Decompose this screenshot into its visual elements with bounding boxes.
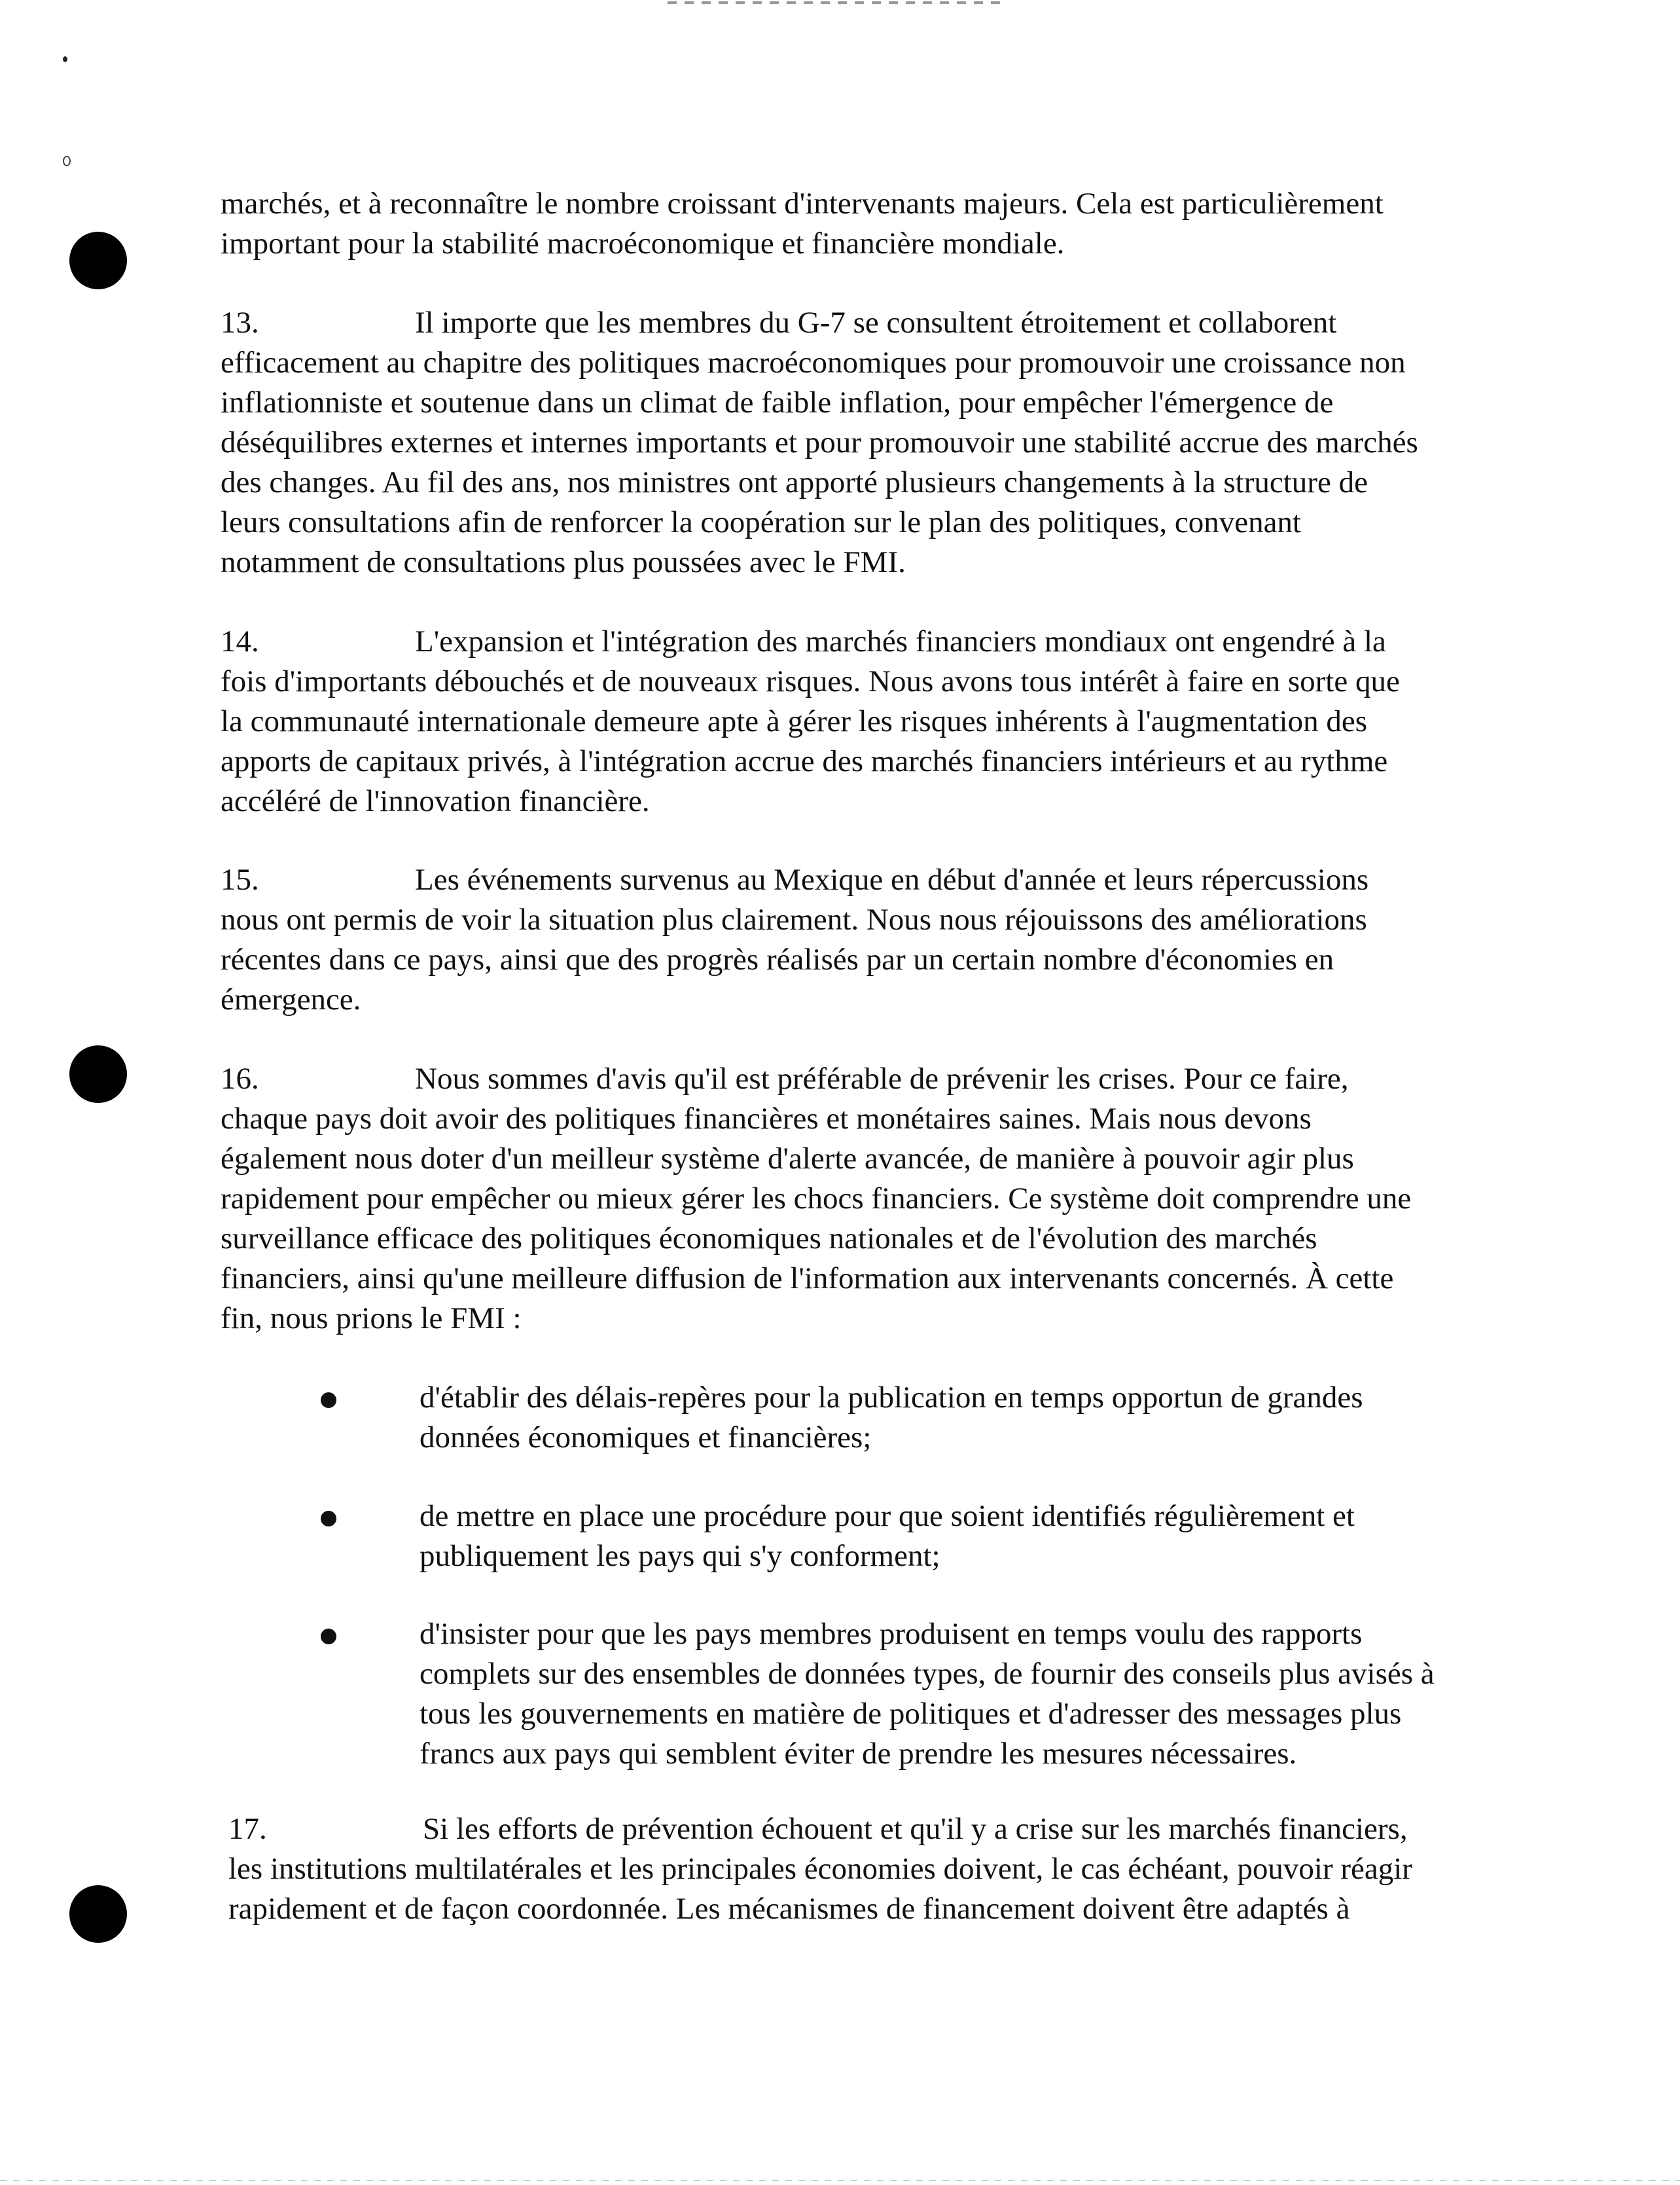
text-line: récentes dans ce pays, ainsi que des progrès réalisés par un certain nombre d'économies en: [221, 943, 1334, 977]
text-line: surveillance efficace des politiques économiques nationales et de l'évolution des marchés: [221, 1221, 1317, 1255]
text-line: chaque pays doit avoir des politiques financières et monétaires saines. Mais nous devons: [221, 1102, 1312, 1136]
text-line: rapidement et de façon coordonnée. Les mécanismes de financement doivent être adaptés à: [228, 1892, 1350, 1926]
paragraph-number: 13.: [221, 306, 259, 340]
text-line: efficacement au chapitre des politiques macroéconomiques pour promouvoir une croissance non: [221, 346, 1406, 380]
punch-hole: [69, 1885, 127, 1943]
text-line: Nous sommes d'avis qu'il est préférable de prévenir les crises. Pour ce faire,: [415, 1062, 1349, 1096]
text-line: financiers, ainsi qu'une meilleure diffusion de l'information aux intervenants concernés. À cette: [221, 1261, 1394, 1295]
paragraph-number: 16.: [221, 1062, 259, 1096]
scan-speck: [63, 56, 67, 62]
text-line: fois d'importants débouchés et de nouveaux risques. Nous avons tous intérêt à faire en sorte que: [221, 664, 1400, 698]
paragraph-number: 17.: [228, 1812, 267, 1846]
intro-paragraph: [221, 184, 1516, 264]
text-line: rapidement pour empêcher ou mieux gérer les chocs financiers. Ce système doit comprendre une: [221, 1182, 1412, 1216]
text-line: également nous doter d'un meilleur système d'alerte avancée, de manière à pouvoir agir plus: [221, 1142, 1354, 1176]
scan-artifact: [668, 1, 1008, 4]
text-line: Les événements survenus au Mexique en début d'année et leurs répercussions: [415, 863, 1369, 897]
text-line: accéléré de l'innovation financière.: [221, 784, 650, 818]
text-line: complets sur des ensembles de données types, de fournir des conseils plus avisés à: [420, 1657, 1435, 1691]
text-line: des changes. Au fil des ans, nos ministres ont apporté plusieurs changements à la structure de: [221, 465, 1368, 499]
punch-hole: [69, 1045, 127, 1103]
text-line: Il importe que les membres du G-7 se consultent étroitement et collaborent: [415, 306, 1337, 340]
scan-speck: [63, 156, 71, 166]
text-line: important pour la stabilité macroéconomique et financière mondiale.: [221, 226, 1065, 261]
paragraph-number: 15.: [221, 863, 259, 897]
text-line: publiquement les pays qui s'y conforment;: [420, 1539, 940, 1573]
text-line: notamment de consultations plus poussées avec le FMI.: [221, 545, 906, 579]
punch-hole: [69, 232, 127, 289]
text-line: marchés, et à reconnaître le nombre croissant d'intervenants majeurs. Cela est particulièrement: [221, 187, 1384, 221]
text-line: tous les gouvernements en matière de politiques et d'adresser des messages plus: [420, 1697, 1402, 1731]
paragraph-number: 14.: [221, 624, 259, 659]
text-line: données économiques et financières;: [420, 1420, 872, 1454]
text-line: francs aux pays qui semblent éviter de prendre les mesures nécessaires.: [420, 1737, 1297, 1771]
text-line: fin, nous prions le FMI :: [221, 1301, 522, 1335]
text-line: la communauté internationale demeure apte à gérer les risques inhérents à l'augmentation des: [221, 704, 1368, 738]
paragraph-15: [221, 860, 1516, 1020]
text-line: d'établir des délais-repères pour la publication en temps opportun de grandes: [420, 1381, 1363, 1415]
text-line: les institutions multilatérales et les principales économies doivent, le cas échéant, pouvoir réagir: [228, 1852, 1412, 1886]
bullet-icon: [321, 1629, 336, 1644]
paragraph-16: [221, 1059, 1516, 1339]
text-line: leurs consultations afin de renforcer la coopération sur le plan des politiques, convenant: [221, 505, 1301, 539]
text-line: émergence.: [221, 983, 361, 1017]
paragraph-17: [228, 1809, 1524, 1929]
bullet-icon: [321, 1392, 336, 1408]
text-line: apports de capitaux privés, à l'intégration accrue des marchés financiers intérieurs et au rythme: [221, 744, 1388, 778]
scan-artifact: [0, 2180, 1680, 2181]
text-line: Si les efforts de prévention échouent et qu'il y a crise sur les marchés financiers,: [423, 1812, 1408, 1846]
text-line: nous ont permis de voir la situation plus clairement. Nous nous réjouissons des améliorations: [221, 903, 1367, 937]
paragraph-13: [221, 303, 1516, 583]
text-line: inflationniste et soutenue dans un climat de faible inflation, pour empêcher l'émergence de: [221, 386, 1334, 420]
paragraph-14: [221, 622, 1516, 822]
bullet-icon: [321, 1511, 336, 1526]
text-line: déséquilibres externes et internes importants et pour promouvoir une stabilité accrue des marchés: [221, 425, 1418, 460]
text-line: d'insister pour que les pays membres produisent en temps voulu des rapports: [420, 1617, 1363, 1651]
text-line: de mettre en place une procédure pour que soient identifiés régulièrement et: [420, 1499, 1355, 1533]
text-line: L'expansion et l'intégration des marchés financiers mondiaux ont engendré à la: [415, 624, 1386, 659]
